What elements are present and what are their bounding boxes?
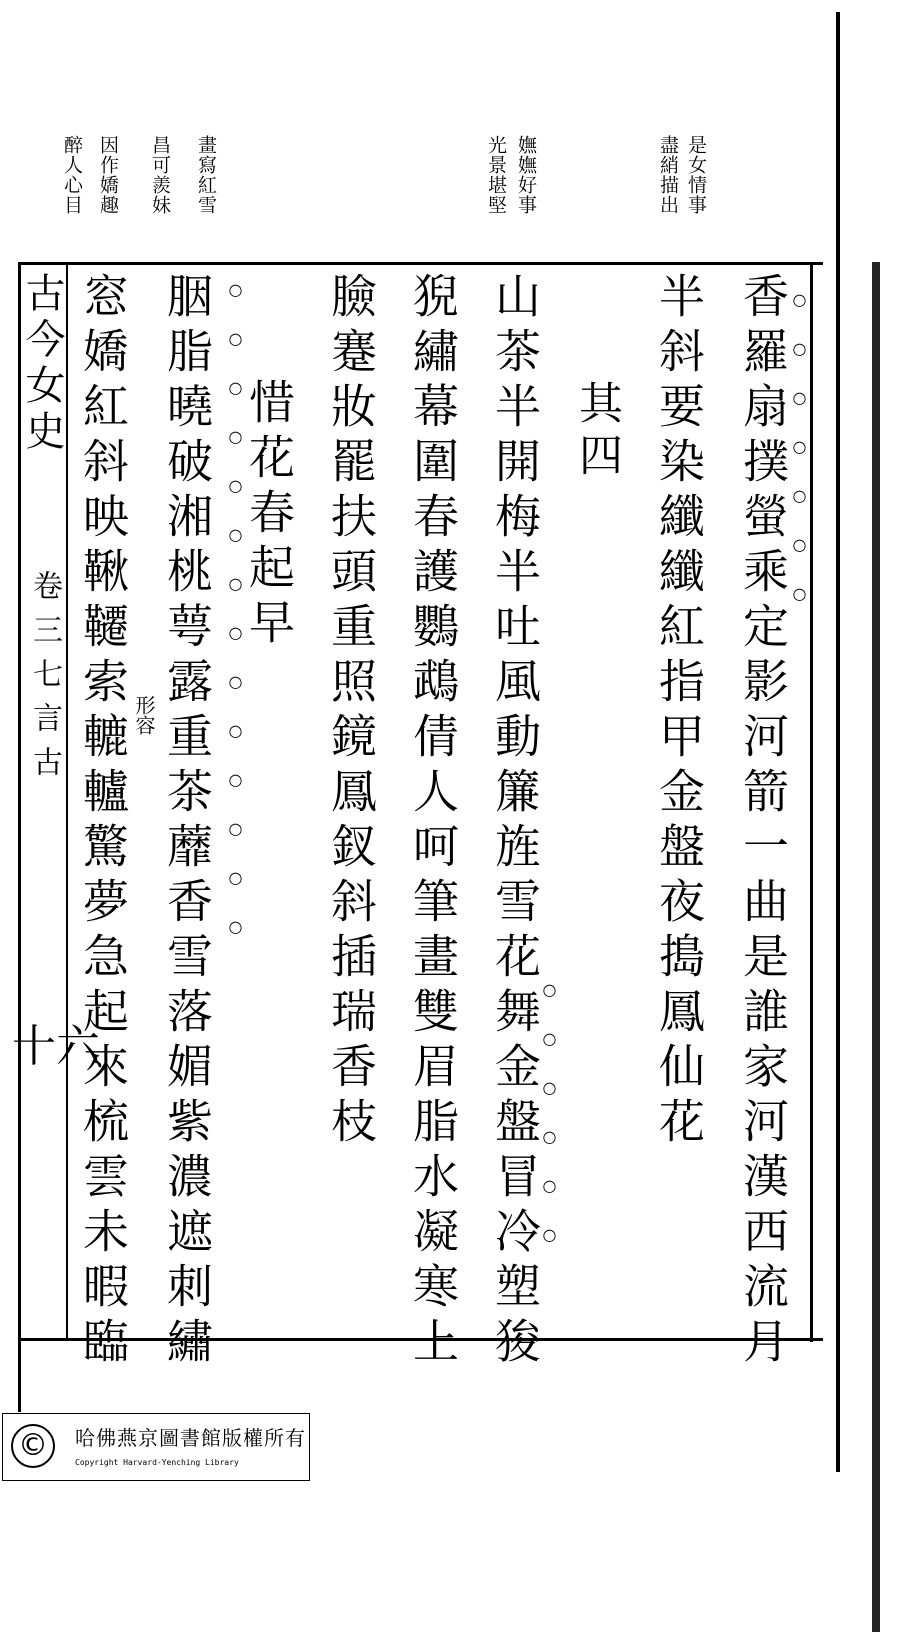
text-column: 半斜要染纖纖紅指甲金盤夜搗鳳仙花 [652, 272, 706, 1152]
text-column: 山茶半開梅半吐風動簾旌雪花舞金盤冒冷塑狻 [488, 272, 542, 1372]
copyright-stamp [2, 1413, 310, 1481]
note-column: 因作嬌趣 [97, 135, 119, 215]
note-column: 盡綃描出 [657, 135, 679, 215]
copyright-icon: © [11, 1424, 55, 1468]
page-number: 十六 [12, 1021, 100, 1072]
frame-right-rule [810, 262, 813, 1342]
copyright-text-english: Copyright Harvard-Yenching Library [75, 1458, 239, 1467]
copyright-text-chinese: 哈佛燕京圖書館版權所有 [75, 1426, 306, 1450]
chapter-label: 卷三七言古 [27, 570, 62, 790]
spine-rule [836, 12, 840, 1472]
poem-heading: 惜花春起早 [242, 378, 296, 653]
text-column: 臉蹇妝罷扶頭重照鏡鳳釵斜插瑞香枝 [324, 272, 378, 1152]
punctuation-marks: ○○○○○○ [540, 980, 559, 1274]
punctuation-marks: ○○○○○○○ [790, 290, 809, 633]
text-column: 香羅扇撲螢乘定影河箭一曲是誰家河漢西流月 [736, 272, 790, 1372]
side-note: 形容 [132, 695, 156, 735]
note-column: 醉人心目 [61, 135, 83, 215]
note-column: 嫵嫵好事 [515, 135, 537, 215]
note-column: 是女情事 [685, 135, 707, 215]
frame-top-rule [18, 262, 823, 265]
book-title: 古今女史 [19, 272, 65, 456]
note-column: 光景堪堅 [485, 135, 507, 215]
text-column: 窓嬌紅斜映鞦韆索轆轤驚夢急起來梳雲未暇臨 [76, 272, 130, 1372]
text-column: 胭脂曉破湘桃萼露重茶蘼香雪落媚紫濃遮刺繡 [160, 272, 214, 1372]
text-column: 猊繡幕圍春護鸚鵡倩人呵筆畫雙眉脂水凝寒上 [406, 272, 460, 1372]
spine-rule-inner [872, 262, 880, 1632]
note-column: 昌可羨妹 [149, 135, 171, 215]
punctuation-marks: ○○○○○○○○○○○○○○ [226, 280, 245, 966]
note-column: 畫寫紅雪 [195, 135, 217, 215]
poem-heading: 其四 [571, 380, 622, 484]
